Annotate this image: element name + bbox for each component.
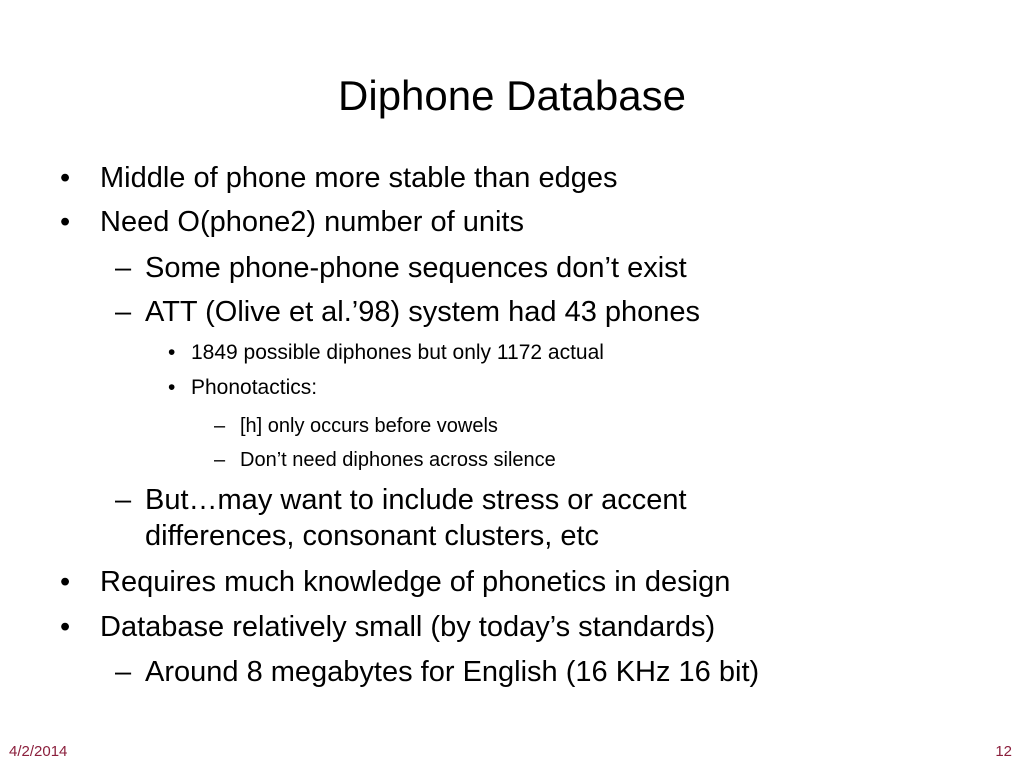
slide-title: Diphone Database xyxy=(338,72,686,119)
list-item xyxy=(214,413,498,439)
bullet-text: [h] only occurs before vowels xyxy=(240,415,498,437)
list-item xyxy=(214,447,556,473)
list-item xyxy=(60,160,618,196)
footer-date: 4/2/2014 xyxy=(9,743,68,760)
bullet-marker: • xyxy=(60,611,71,643)
page-number: 12 xyxy=(995,743,1012,760)
bullet-marker: • xyxy=(168,341,176,364)
bullet-text: Around 8 megabytes for English (16 KHz 16 bit) xyxy=(145,656,760,688)
bullet-text: Need O(phone2) number of units xyxy=(100,206,524,238)
bullet-text: Phonotactics: xyxy=(191,376,318,399)
list-item xyxy=(60,609,716,645)
dash-marker: – xyxy=(115,252,132,284)
list-item xyxy=(60,204,524,240)
bullet-text: Middle of phone more stable than edges xyxy=(100,162,618,194)
bullet-text: ATT (Olive et al.’98) system had 43 phones xyxy=(145,296,701,328)
list-item xyxy=(115,250,687,286)
bullet-text: 1849 possible diphones but only 1172 actual xyxy=(191,341,604,364)
list-item xyxy=(115,654,760,690)
bullet-marker: • xyxy=(60,206,71,238)
bullet-text: Database relatively small (by today’s standards) xyxy=(100,611,716,643)
list-item xyxy=(115,294,701,330)
dash-marker: – xyxy=(214,449,226,471)
bullet-marker: • xyxy=(60,566,71,598)
bullet-text: Some phone-phone sequences don’t exist xyxy=(145,252,687,284)
list-item xyxy=(168,339,604,367)
dash-marker: – xyxy=(115,656,132,688)
list-item xyxy=(168,374,318,402)
bullet-marker: • xyxy=(60,162,71,194)
bullet-text-continuation: differences, consonant clusters, etc xyxy=(145,520,600,552)
bullet-text: But…may want to include stress or accent xyxy=(145,484,687,516)
bullet-text: Don’t need diphones across silence xyxy=(240,449,556,471)
dash-marker: – xyxy=(115,484,132,516)
dash-marker: – xyxy=(115,296,132,328)
bullet-text: Requires much knowledge of phonetics in design xyxy=(100,566,731,598)
list-item xyxy=(60,564,731,600)
dash-marker: – xyxy=(214,415,226,437)
bullet-marker: • xyxy=(168,376,176,399)
list-item xyxy=(115,482,687,554)
